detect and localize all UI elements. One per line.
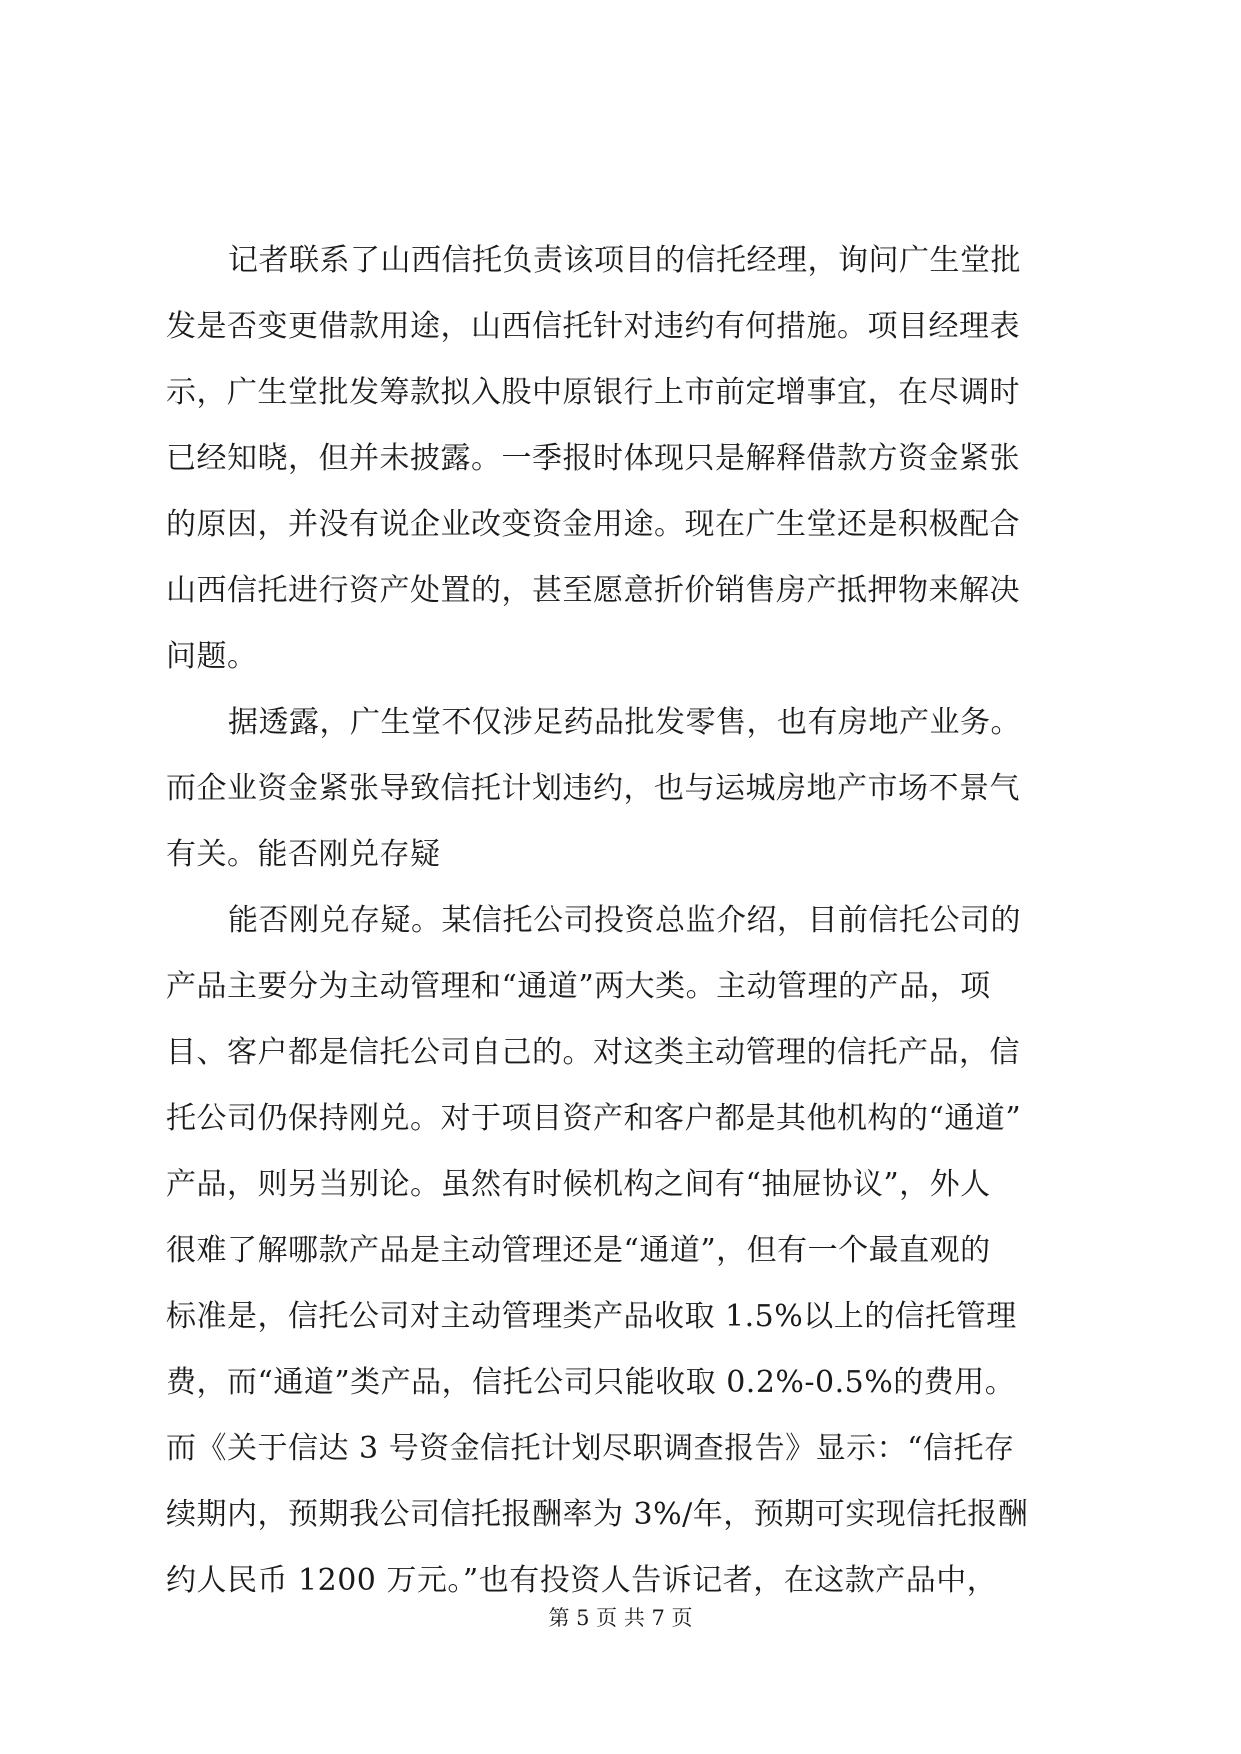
text-line: 山西信托进行资产处置的，甚至愿意折价销售房产抵押物来解决 bbox=[166, 573, 1020, 608]
body-text bbox=[166, 228, 1076, 1614]
paragraph-3 bbox=[166, 888, 1076, 1614]
paragraph-2 bbox=[166, 690, 1076, 888]
text-line: 已经知晓，但并未披露。一季报时体现只是解释借款方资金紧张 bbox=[166, 441, 1020, 476]
text-line: 示，广生堂批发筹款拟入股中原银行上市前定增事宜，在尽调时 bbox=[166, 375, 1020, 410]
text-line: 问题。 bbox=[166, 639, 258, 674]
text-line: 约人民币 1200 万元。”也有投资人告诉记者，在这款产品中， bbox=[166, 1563, 998, 1598]
text-line: 很难了解哪款产品是主动管理还是“通道”，但有一个最直观的 bbox=[166, 1233, 991, 1268]
paragraph-1 bbox=[166, 228, 1076, 690]
text-line: 费，而“通道”类产品，信托公司只能收取 0.2%-0.5%的费用。 bbox=[166, 1365, 1016, 1400]
text-line: 而《关于信达 3 号资金信托计划尽职调查报告》显示：“信托存 bbox=[166, 1431, 1015, 1466]
text-line: 记者联系了山西信托负责该项目的信托经理，询问广生堂批 bbox=[228, 243, 1021, 278]
text-line: 能否刚兑存疑。某信托公司投资总监介绍，目前信托公司的 bbox=[228, 903, 1021, 938]
text-line: 而企业资金紧张导致信托计划违约，也与运城房地产市场不景气 bbox=[166, 771, 1020, 806]
text-line: 产品，则另当别论。虽然有时候机构之间有“抽屉协议”，外人 bbox=[166, 1167, 991, 1202]
text-line: 有关。能否刚兑存疑 bbox=[166, 837, 441, 872]
page-number-footer: 第 5 页 共 7 页 bbox=[548, 1606, 693, 1630]
text-line: 托公司仍保持刚兑。对于项目资产和客户都是其他机构的“通道” bbox=[166, 1101, 1022, 1136]
text-line: 产品主要分为主动管理和“通道”两大类。主动管理的产品，项 bbox=[166, 969, 991, 1004]
text-line: 的原因，并没有说企业改变资金用途。现在广生堂还是积极配合 bbox=[166, 507, 1020, 542]
text-line: 目、客户都是信托公司自己的。对这类主动管理的信托产品，信 bbox=[166, 1035, 1020, 1070]
text-line: 发是否变更借款用途，山西信托针对违约有何措施。项目经理表 bbox=[166, 309, 1020, 344]
text-line: 标准是，信托公司对主动管理类产品收取 1.5%以上的信托管理 bbox=[166, 1299, 1017, 1334]
text-line: 续期内，预期我公司信托报酬率为 3%/年，预期可实现信托报酬 bbox=[166, 1497, 1029, 1532]
text-line: 据透露，广生堂不仅涉足药品批发零售，也有房地产业务。 bbox=[228, 705, 1021, 740]
